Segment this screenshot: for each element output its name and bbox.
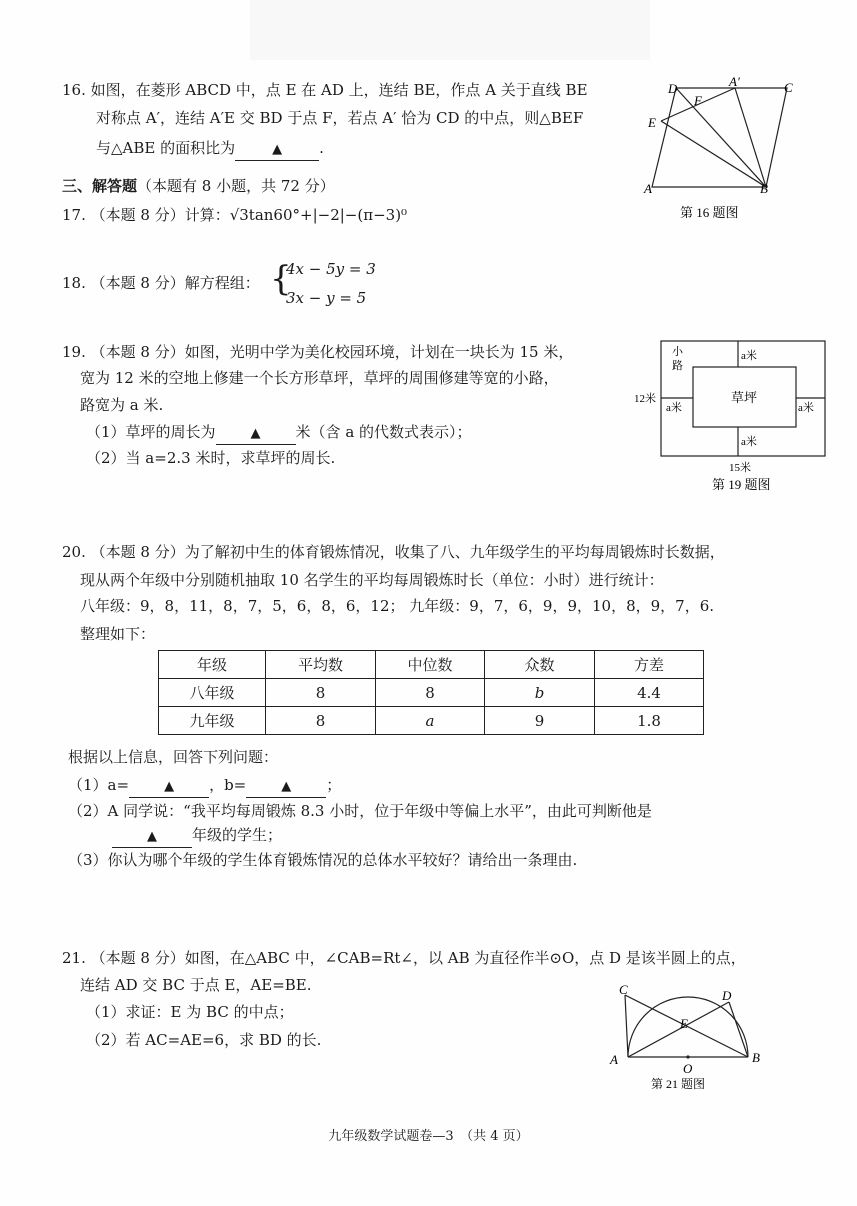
q16-line3 xyxy=(96,138,324,161)
q21-line2: 连结 AD 交 BC 于点 E，AE=BE. xyxy=(80,976,312,994)
q17: 17. （本题 8 分）计算：√3tan60°+|−2|−(π−3)⁰ xyxy=(62,206,408,224)
q19-part2: （2）当 a=2.3 米时，求草坪的周长. xyxy=(86,449,336,467)
label-C: C xyxy=(784,80,793,95)
stats-table xyxy=(158,650,704,735)
q20-part2: （2）A 同学说：“我平均每周锻炼 8.3 小时，位于年级中等偏上水平”，由此可判断他是 xyxy=(68,802,652,820)
section-title: 三、解答题 xyxy=(62,177,138,195)
table-cell: 八年级 xyxy=(159,679,266,707)
lawn-label: 草坪 xyxy=(731,390,758,405)
answer-blank: ▲ xyxy=(235,140,319,161)
figure-16 xyxy=(640,75,820,225)
q19-line1: 19. （本题 8 分）如图，光明中学为美化校园环境，计划在一块长为 15 米， xyxy=(62,343,574,361)
header-cell: 年级 xyxy=(159,651,266,679)
label-D: D xyxy=(722,988,732,1003)
table-header xyxy=(159,651,704,679)
label-B: B xyxy=(752,1050,760,1065)
label-B: B xyxy=(760,181,768,196)
p2-b: 年级的学生； xyxy=(192,826,283,844)
label-D: D xyxy=(668,81,678,96)
q18-eq1: 4x − 5y = 3 xyxy=(286,260,376,278)
table-cell: b xyxy=(485,679,595,707)
label-O: O xyxy=(683,1061,693,1076)
q20-part3: （3）你认为哪个年级的学生体育锻炼情况的总体水平较好？请给出一条理由. xyxy=(68,851,578,869)
scan-shadow xyxy=(250,0,650,60)
table-cell: 1.8 xyxy=(595,707,704,735)
q21-part1: （1）求证：E 为 BC 的中点； xyxy=(86,1003,294,1021)
header-cell: 平均数 xyxy=(266,651,376,679)
label-A-prime: A′ xyxy=(729,75,740,89)
label-F: F xyxy=(694,93,702,108)
figure-16-caption: 第 16 题图 xyxy=(680,205,739,220)
page-footer: 九年级数学试题卷—3 （共 4 页） xyxy=(328,1129,529,1144)
q19-p1-tail: 米（含 a 的代数式表示）； xyxy=(295,423,472,441)
q20-part1 xyxy=(68,775,341,798)
q18-prefix: 18. （本题 8 分）解方程组： xyxy=(62,274,260,292)
label-A: A xyxy=(610,1052,618,1067)
q21-part2: （2）若 AC=AE=6，求 BD 的长. xyxy=(86,1031,322,1049)
road-label-1: 小 xyxy=(672,346,683,358)
length-label: 15米 xyxy=(729,462,751,474)
header-cell: 众数 xyxy=(485,651,595,679)
answer-blank: ▲ xyxy=(112,827,192,848)
q16-end: . xyxy=(319,139,324,157)
label-A: A xyxy=(644,181,652,196)
label-C: C xyxy=(619,982,628,997)
a-top: a米 xyxy=(741,350,757,362)
table-cell: a xyxy=(376,707,485,735)
figure-19-caption: 第 19 题图 xyxy=(712,477,771,492)
table-cell: 九年级 xyxy=(159,707,266,735)
answer-blank: ▲ xyxy=(216,424,296,445)
figure-21-caption: 第 21 题图 xyxy=(651,1077,706,1091)
q20-part2-cont xyxy=(112,825,282,848)
road-label-2: 路 xyxy=(672,360,683,372)
answer-blank: ▲ xyxy=(129,777,209,798)
q21-line1: 21. （本题 8 分）如图，在△ABC 中，∠CAB=Rt∠，以 AB 为直径作半⊙O，点 D 是该半圆上的点， xyxy=(62,949,746,967)
q19-line3: 路宽为 a 米. xyxy=(80,396,164,414)
section-3-heading xyxy=(62,176,335,196)
q20-line1: 20. （本题 8 分）为了解初中生的体育锻炼情况，收集了八、九年级学生的平均每周锻炼时长数据， xyxy=(62,543,725,561)
q19-part1 xyxy=(86,422,472,445)
figure-21 xyxy=(605,980,775,1095)
section-note: （本题有 8 小题，共 72 分） xyxy=(137,177,335,195)
label-E: E xyxy=(648,115,656,130)
table-cell: 8 xyxy=(266,679,376,707)
q20-line3: 八年级：9，8，11，8，7，5，6，8，6，12； 九年级：9，7，6，9，9，10，8，9，7，6. xyxy=(80,597,715,615)
header-cell: 中位数 xyxy=(376,651,485,679)
figure-19 xyxy=(630,335,845,495)
p1-b: ，b= xyxy=(209,776,247,794)
q16-text: 与△ABE 的面积比为 xyxy=(96,139,236,157)
table-row xyxy=(159,679,704,707)
q20-line4: 整理如下： xyxy=(80,625,156,643)
a-left: a米 xyxy=(666,402,682,414)
q19-line2: 宽为 12 米的空地上修建一个长方形草坪，草坪的周围修建等宽的小路， xyxy=(80,369,559,387)
a-bottom: a米 xyxy=(741,436,757,448)
label-E: E xyxy=(680,1016,688,1031)
a-right: a米 xyxy=(798,402,814,414)
table-cell: 8 xyxy=(376,679,485,707)
q20-intro: 根据以上信息，回答下列问题： xyxy=(68,748,279,766)
p1-c: ； xyxy=(326,776,342,794)
answer-blank: ▲ xyxy=(246,777,326,798)
q16-line2: 对称点 A′，连结 A′E 交 BD 于点 F，若点 A′ 恰为 CD 的中点，则△BEF xyxy=(96,109,584,127)
q16-line1: 16. 如图，在菱形 ABCD 中，点 E 在 AD 上，连结 BE，作点 A 关于直线 BE xyxy=(62,81,588,99)
q18-eq2: 3x − y = 5 xyxy=(286,289,367,307)
table-cell: 8 xyxy=(266,707,376,735)
width-label: 12米 xyxy=(634,393,656,405)
p1-a: （1）a= xyxy=(68,776,130,794)
table-row xyxy=(159,707,704,735)
table-cell: 4.4 xyxy=(595,679,704,707)
header-cell: 方差 xyxy=(595,651,704,679)
q19-p1-text: （1）草坪的周长为 xyxy=(86,423,216,441)
brace: { xyxy=(270,259,292,299)
table-cell: 9 xyxy=(485,707,595,735)
q20-line2: 现从两个年级中分别随机抽取 10 名学生的平均每周锻炼时长（单位：小时）进行统计： xyxy=(80,571,664,589)
